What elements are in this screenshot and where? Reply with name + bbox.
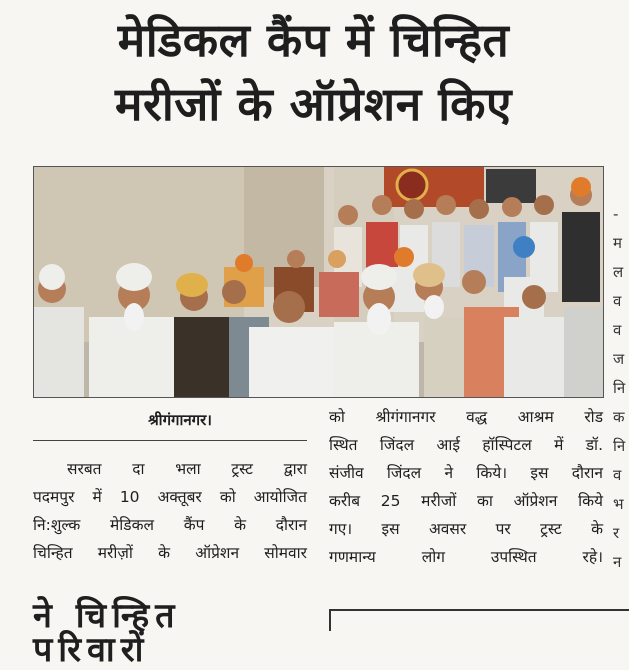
headline-line-1: मेडिकल कैंप में चिन्हित <box>117 13 510 67</box>
dateline: श्रीगंगानगर। <box>148 411 212 429</box>
article-headline <box>0 8 627 136</box>
fragment-char: व <box>613 292 622 310</box>
article-body-left-column <box>33 455 307 567</box>
fragment-char: ल <box>613 263 624 281</box>
body-left-line: चिन्हित मरीज़ों के ऑप्रेशन सोमवार <box>33 544 307 562</box>
headline-line-2: मरीजों के ऑप्रेशन किए <box>115 77 512 131</box>
body-right-line: संजीव जिंदल ने किये। इस दौरान <box>329 464 603 482</box>
body-right-line: करीब 25 मरीजों का ऑप्रेशन किये <box>329 492 603 510</box>
fragment-char: म <box>613 234 622 252</box>
body-left-line: पदमपुर में 10 अक्तूबर को आयोजित <box>33 488 307 506</box>
article-body-right-column <box>329 403 603 571</box>
adjacent-column-fragment <box>613 200 627 580</box>
fragment-char: भ <box>613 495 624 513</box>
body-left-line: नि:शुल्क मेडिकल कैंप के दौरान <box>33 516 307 534</box>
next-heading-text: ने चिन्हित परिवारों <box>33 596 181 670</box>
body-right-line: को श्रीगंगानगर वद्ध आश्रम रोड <box>329 408 603 426</box>
fragment-char: नि <box>613 379 626 397</box>
next-article-heading-fragment <box>33 596 313 670</box>
body-left-line: सरबत दा भला ट्रस्ट द्वारा <box>67 460 307 478</box>
fragment-char: व <box>613 466 622 484</box>
body-right-line: गए। इस अवसर पर ट्रस्ट के <box>329 520 603 538</box>
fragment-char: ज <box>613 350 625 368</box>
fragment-char: नि <box>613 437 626 455</box>
body-right-line: गणमान्य लोग उपस्थित रहे। <box>329 548 603 566</box>
article-photo <box>33 166 604 398</box>
next-article-box <box>329 609 629 631</box>
body-right-line: स्थित जिंदल आई हॉस्पिटल में डॉ. <box>329 436 603 454</box>
fragment-char: व <box>613 321 622 339</box>
dateline-rule <box>33 440 307 441</box>
fragment-char: क <box>613 408 625 426</box>
fragment-char: न <box>613 553 622 571</box>
fragment-char: - <box>613 205 619 223</box>
photo-illustration <box>34 167 603 397</box>
photo-banner-logo <box>397 170 427 200</box>
fragment-char: र <box>613 524 620 542</box>
